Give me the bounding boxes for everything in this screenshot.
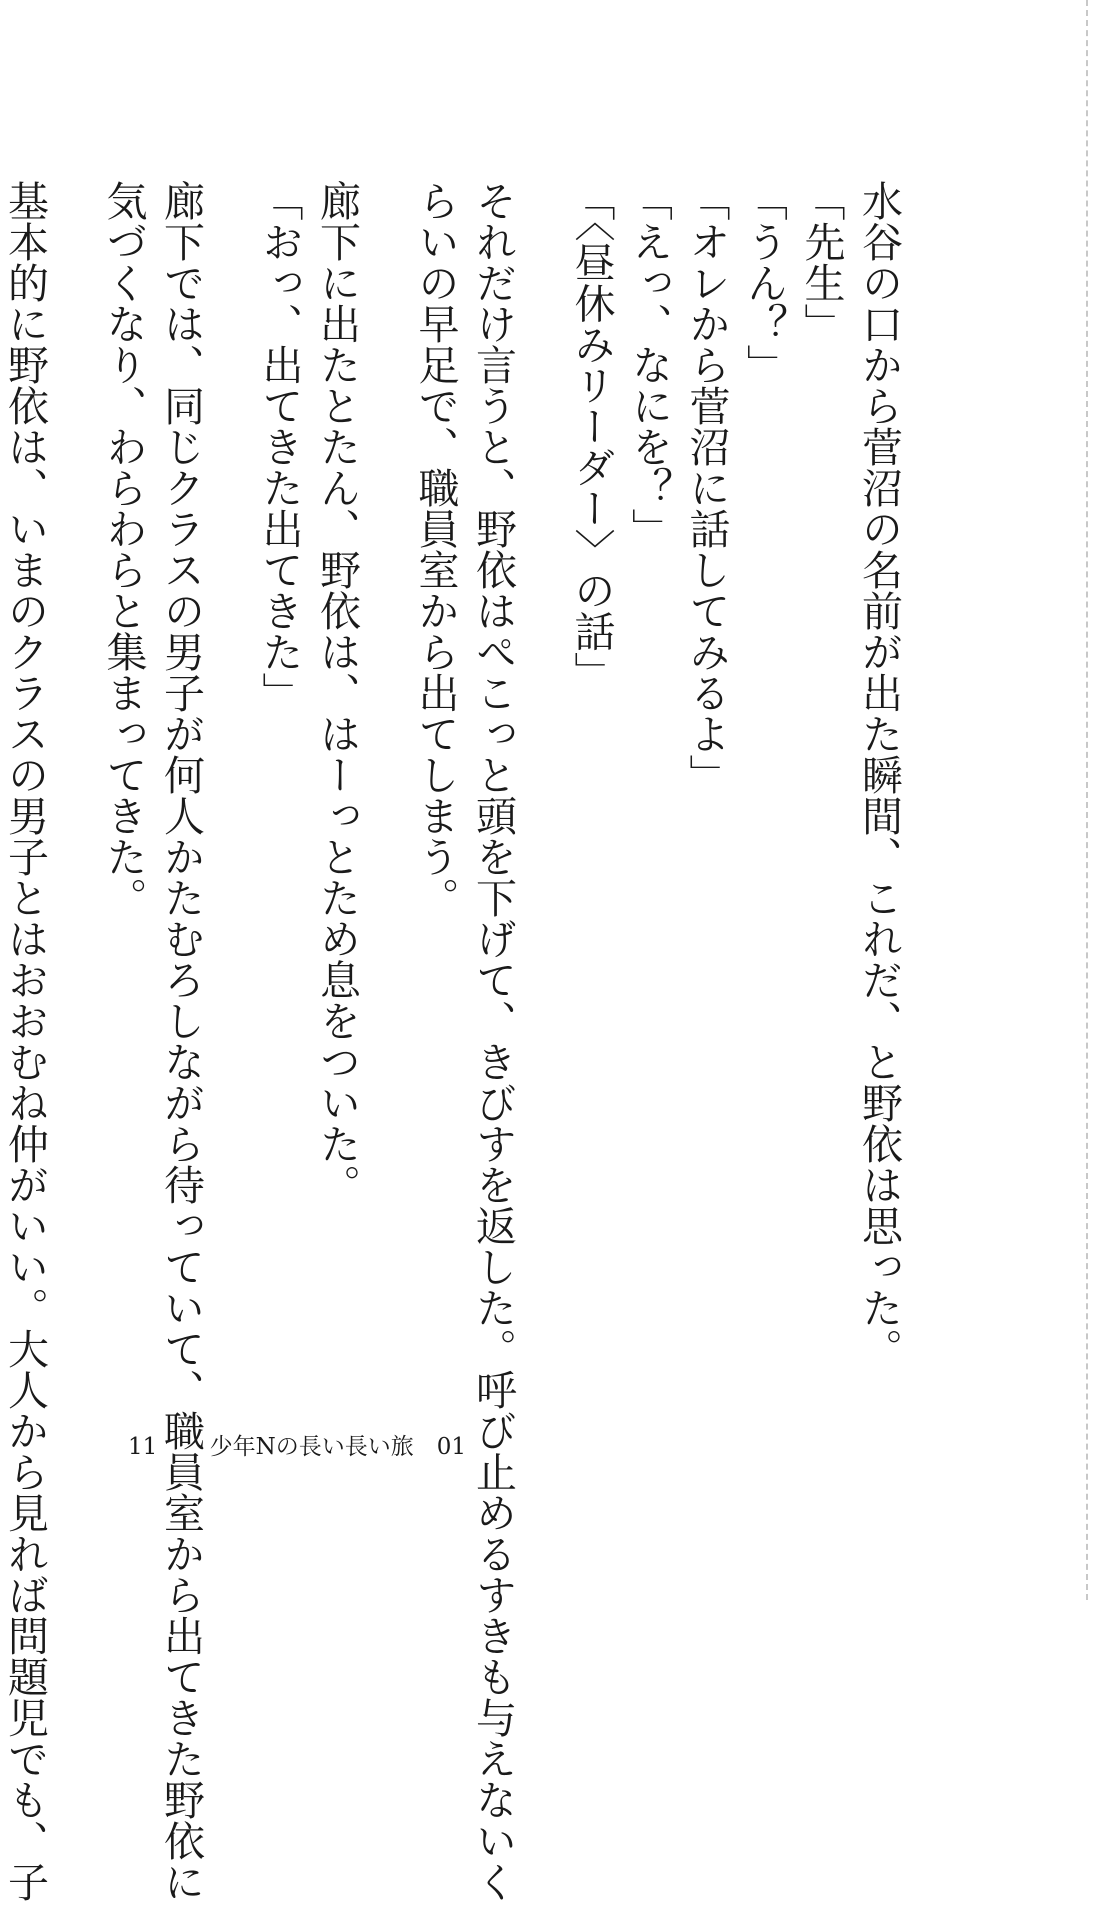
page-edge-guide <box>1086 0 1088 1600</box>
running-title: 少年Nの長い長い旅 01 <box>209 1434 466 1460</box>
text-line-8: らいの早足で、職員室から出てしまう。 <box>411 180 460 918</box>
text-line-1: 水谷の口から菅沼の名前が出た瞬間、これだ、と野依は思った。 <box>855 180 903 1369</box>
text-line-4: 「オレから菅沼に話してみるよ」 <box>682 180 731 795</box>
text-line-3: 「うん？」 <box>740 180 788 385</box>
page-footer <box>128 1428 466 1461</box>
page-number: 11 <box>128 1434 158 1460</box>
text-line-6: 「〈昼休みリーダー〉の話」 <box>567 180 616 693</box>
text-line-13: 基本的に野依は、いまのクラスの男子とはおおむね仲がいい。大人から見れば問題児でも、子 <box>1 180 49 1902</box>
text-line-5: 「えっ、なにを？」 <box>625 180 673 549</box>
text-line-7: それだけ言うと、野依はぺこっと頭を下げて、きびすを返した。呼び止めるすきも与えないく <box>469 180 517 1902</box>
text-line-2: 「先生」 <box>797 180 846 344</box>
text-line-12: 気づくなり、わらわらと集まってきた。 <box>99 180 148 918</box>
text-line-11: 廊下では、同じクラスの男子が何人かたむろしながら待っていて、職員室から出てきた野依に <box>157 180 205 1902</box>
text-line-9: 廊下に出たとたん、野依は、はーっとため息をついた。 <box>313 180 361 1205</box>
text-line-10: 「おっ、出てきた出てきた」 <box>255 180 304 713</box>
